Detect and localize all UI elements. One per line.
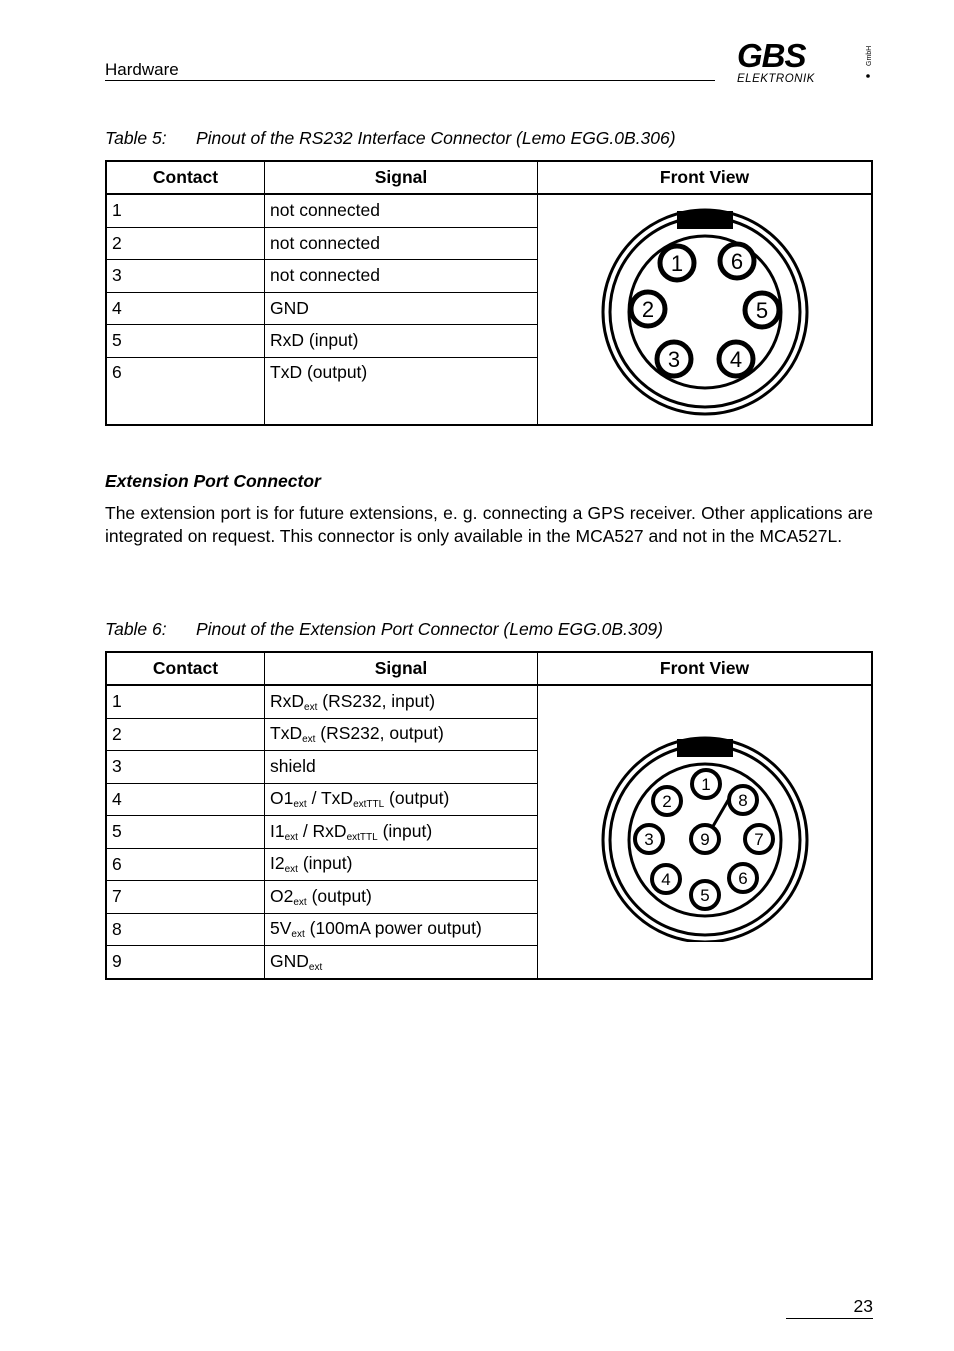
table-row: [106, 194, 872, 227]
pin: [635, 825, 663, 853]
pin-label: 2: [641, 297, 654, 323]
table6-header-row: [106, 652, 872, 685]
pin-label: 7: [753, 829, 764, 849]
signal-cell: $5V_{ext}$ (100mA power output): [265, 913, 538, 946]
page-number: 23: [853, 1296, 873, 1316]
footer-rule: [786, 1318, 873, 1319]
pin-label: 5: [755, 298, 768, 324]
table5-caption: [105, 128, 676, 149]
signal-cell: shield: [265, 751, 538, 784]
pin: [729, 864, 757, 892]
front-view-cell: [538, 194, 873, 425]
body-paragraph: The extension port is for future extensions, e. g. connecting a GPS receiver. Other applications are integrated on request. This connector is only available in the MCA527 and not in the MCA527L.: [105, 503, 873, 546]
pin: [719, 342, 753, 376]
pin: [692, 770, 720, 798]
contact-cell: 2: [106, 227, 265, 260]
table6-title: Pinout of the Extension Port Connector (Lemo EGG.0B.309): [196, 619, 663, 639]
signal-cell: GND: [265, 292, 538, 325]
header-rule: [105, 80, 715, 81]
table5-header-contact: Contact: [106, 161, 265, 194]
pin: [691, 825, 719, 853]
signal-cell: not connected: [265, 227, 538, 260]
signal-cell: $O2_{ext}$ (output): [265, 881, 538, 914]
contact-cell: 6: [106, 848, 265, 881]
pin: [745, 825, 773, 853]
pin: [652, 865, 680, 893]
table5-title: Pinout of the RS232 Interface Connector (Lemo EGG.0B.306): [196, 128, 676, 148]
pin: [745, 293, 779, 327]
signal-cell: not connected: [265, 260, 538, 293]
pin: [631, 292, 665, 326]
table6-header-signal: Signal: [265, 652, 538, 685]
table-row: [106, 685, 872, 718]
table6-number: Table 6:: [105, 619, 167, 639]
table5-header-front-view: Front View: [538, 161, 873, 194]
connector-key-notch: [677, 211, 733, 229]
pin-label: 8: [737, 790, 748, 810]
pin: [653, 787, 681, 815]
pin-label: 9: [699, 829, 710, 849]
pin: [729, 786, 757, 814]
logo-main-text: GBS: [737, 40, 806, 74]
signal-cell: $GND_{ext}$: [265, 946, 538, 979]
front-view-cell: [538, 685, 873, 979]
pin-label: 1: [700, 774, 711, 794]
pin: [657, 342, 691, 376]
pin-label: 1: [670, 251, 683, 277]
pin-label: 4: [660, 869, 671, 889]
contact-cell: 7: [106, 881, 265, 914]
contact-cell: 9: [106, 946, 265, 979]
connector-key-notch: [677, 739, 733, 757]
table6-caption: [105, 619, 663, 640]
contact-cell: 3: [106, 751, 265, 784]
running-header: Hardware: [105, 60, 179, 79]
pin-label: 3: [643, 829, 654, 849]
signal-cell: $I2_{ext}$ (input): [265, 848, 538, 881]
signal-cell: not connected: [265, 194, 538, 227]
contact-cell: 3: [106, 260, 265, 293]
pin-label: 6: [730, 249, 743, 275]
table6-header-front-view: Front View: [538, 652, 873, 685]
signal-cell: $I1_{ext} / RxD_{extTTL}$ (input): [265, 816, 538, 849]
contact-cell: 4: [106, 292, 265, 325]
gbs-logo: [735, 40, 875, 86]
signal-cell: $O1_{ext} / TxD_{extTTL}$ (output): [265, 783, 538, 816]
pin-label: 6: [737, 868, 748, 888]
contact-cell: 1: [106, 194, 265, 227]
pin-label: 2: [661, 791, 672, 811]
contact-cell: 4: [106, 783, 265, 816]
contact-cell: 2: [106, 718, 265, 751]
signal-cell: TxD$_{ext}$ (RS232, output): [265, 718, 538, 751]
pin-label: 5: [699, 885, 710, 905]
table5-header-signal: Signal: [265, 161, 538, 194]
contact-cell: 1: [106, 685, 265, 718]
logo-side-text: GmbH: [866, 45, 873, 66]
pin-label: 3: [667, 347, 680, 373]
pin: [720, 244, 754, 278]
table5-number: Table 5:: [105, 128, 167, 148]
table5: [105, 160, 873, 426]
contact-cell: 8: [106, 913, 265, 946]
logo-sub-text: ELEKTRONIK: [737, 73, 815, 85]
table6: [105, 651, 873, 980]
signal-cell: RxD$_{ext}$ (RS232, input): [265, 685, 538, 718]
table5-header-row: [106, 161, 872, 194]
signal-cell: RxD (input): [265, 325, 538, 358]
pin: [660, 246, 694, 280]
contact-cell: 5: [106, 816, 265, 849]
contact-cell: 6: [106, 357, 265, 425]
pin: [691, 881, 719, 909]
contact-cell: 5: [106, 325, 265, 358]
logo-dot: [866, 74, 870, 78]
rs232-connector-diagram: [590, 199, 820, 419]
pin-label: 4: [729, 347, 742, 373]
section-heading: Extension Port Connector: [105, 471, 321, 491]
extension-connector-diagram: [590, 722, 820, 942]
signal-cell: TxD (output): [265, 357, 538, 425]
table6-header-contact: Contact: [106, 652, 265, 685]
